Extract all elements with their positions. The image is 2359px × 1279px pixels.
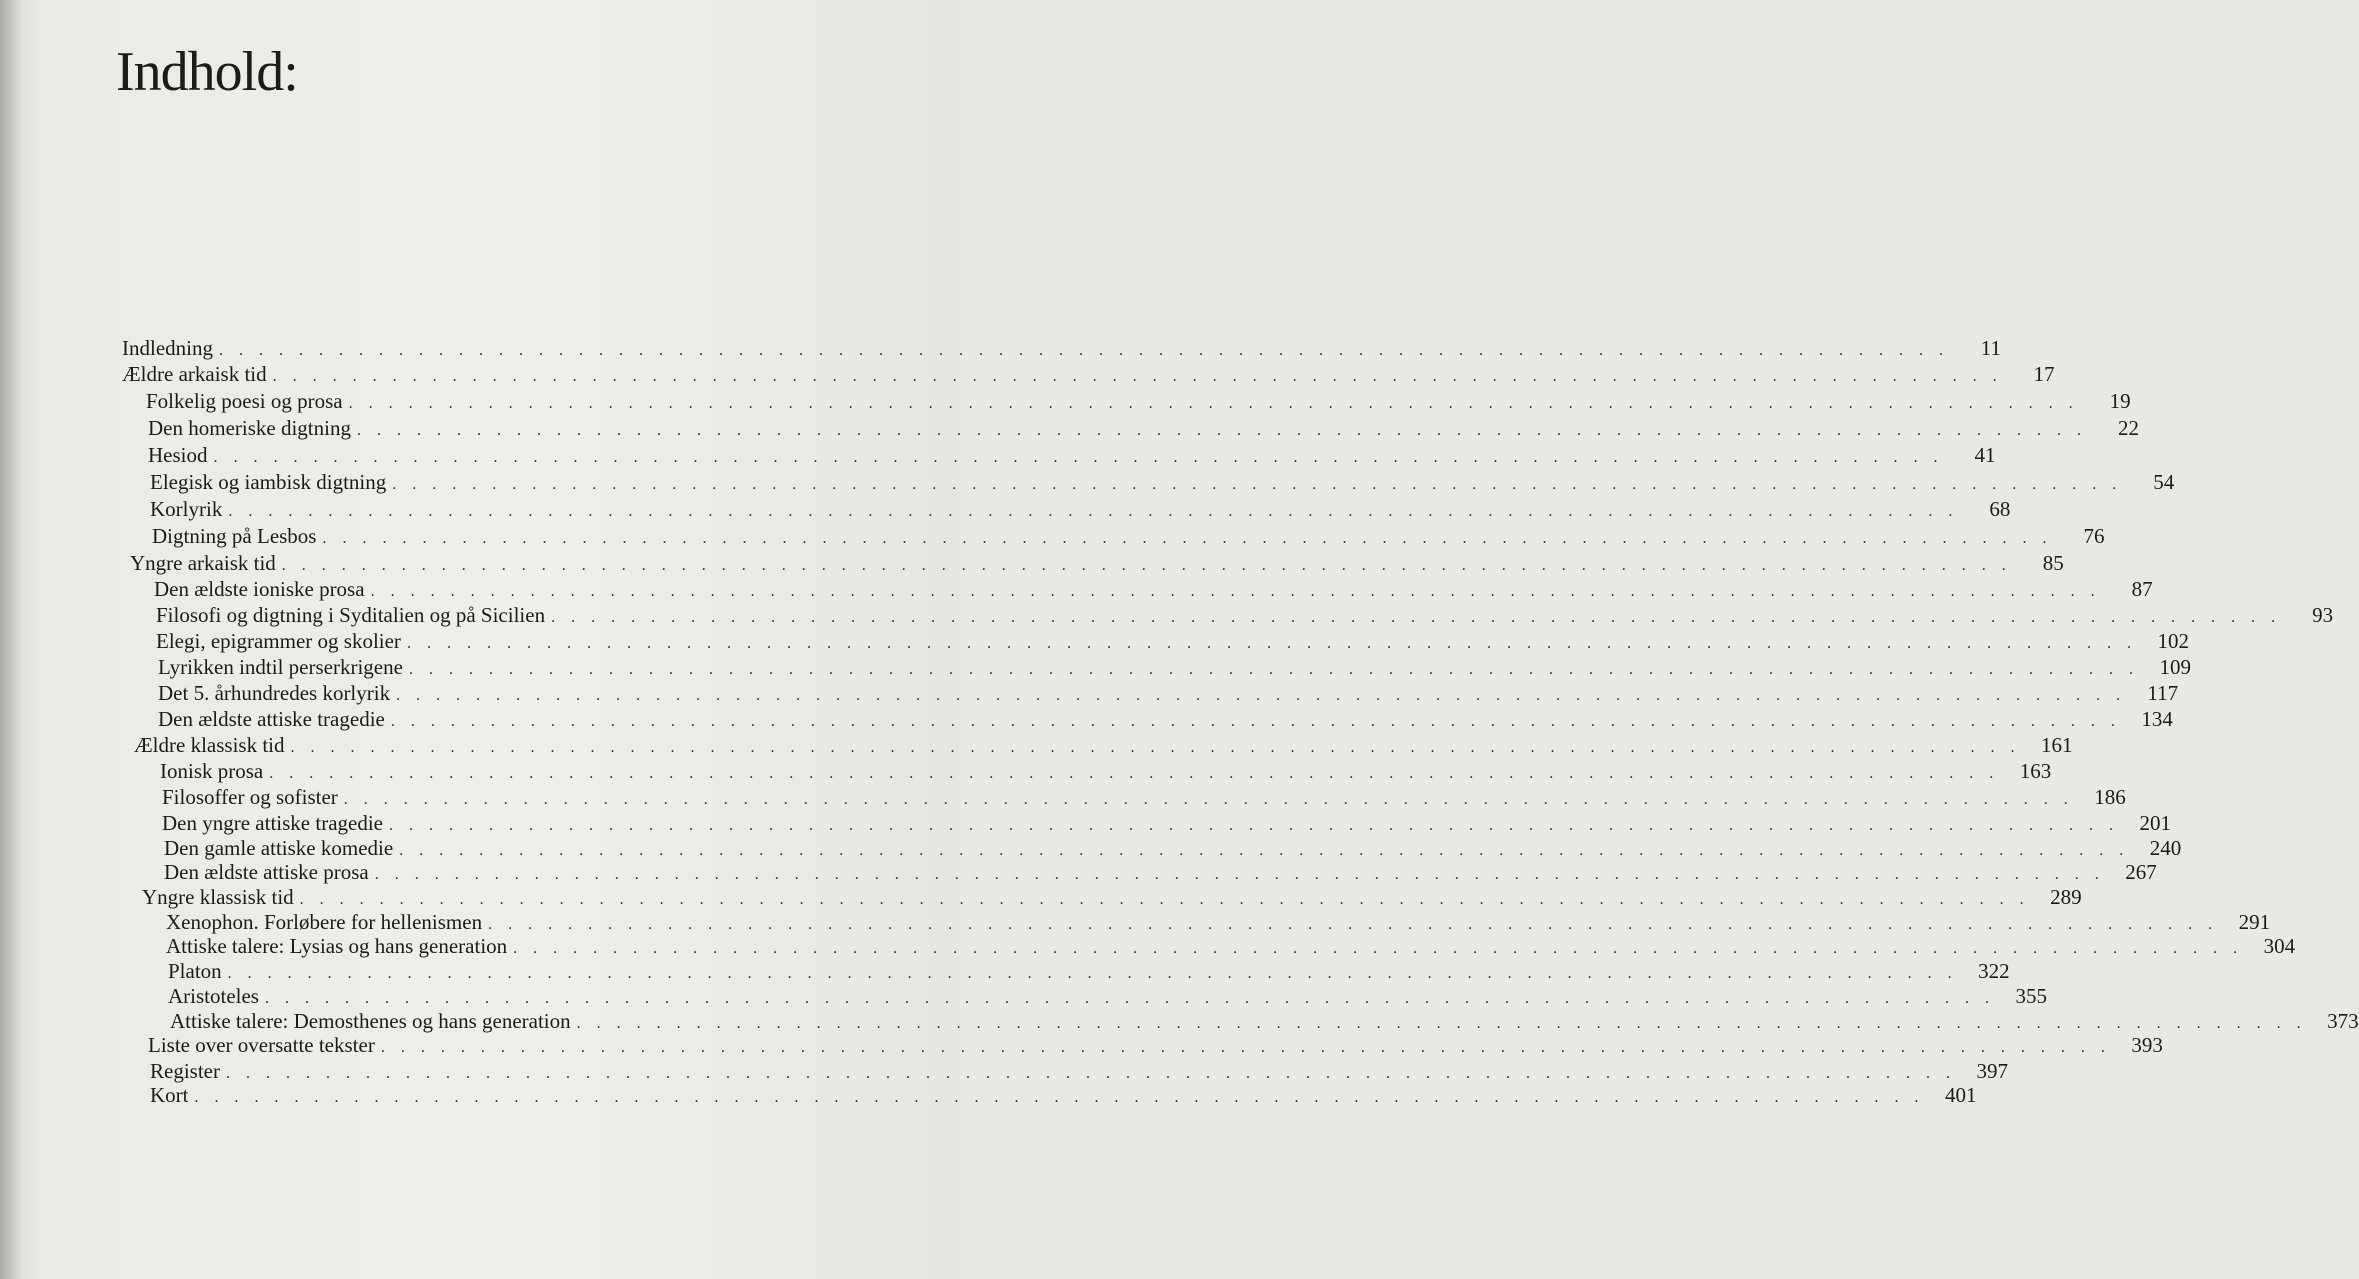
toc-entry-title: Yngre klassisk tid <box>142 885 294 909</box>
toc-entry <box>168 958 2010 984</box>
toc-entry-title: Folkelig poesi og prosa <box>146 389 343 413</box>
toc-entry-title: Liste over oversatte tekster <box>148 1033 375 1057</box>
toc-entry-title: Det 5. århundredes korlyrik <box>158 681 391 705</box>
toc-entry-page-number: 304 <box>2263 934 2296 958</box>
toc-entry <box>162 784 2126 810</box>
toc-entry-title: Attiske talere: Lysias og hans generation <box>166 934 508 958</box>
toc-entry-title: Lyrikken indtil perserkrigene <box>158 655 403 679</box>
toc-entry-title: Register <box>150 1059 220 1083</box>
toc-entry-page-number: 22 <box>2117 416 2139 440</box>
toc-entry-page-number: 102 <box>2157 629 2189 653</box>
toc-entry-title: Hesiod <box>148 443 208 467</box>
dot-leader: . . . . . . . . . . . . . . . . . . . . . . . . . . . . . . . . . . . . . . . . . . . . . . . . . . . . . . . . . . . . . . . . . . . . . . . . . . . . . . . . . . . . . . . <box>225 1065 1956 1082</box>
toc-entry-page-number: 17 <box>2033 362 2055 386</box>
toc-entry <box>148 442 1996 468</box>
dot-leader: . . . . . . . . . . . . . . . . . . . . . . . . . . . . . . . . . . . . . . . . . . . . . . . . . . . . . . . . . . . . . . . . . . . . . . . . . . . . . . . . . . . . . . . <box>390 713 2121 730</box>
toc-entry-title: Indledning <box>122 336 213 360</box>
toc-entry-title: Korlyrik <box>150 497 223 521</box>
dot-leader: . . . . . . . . . . . . . . . . . . . . . . . . . . . . . . . . . . . . . . . . . . . . . . . . . . . . . . . . . . . . . . . . . . . . . . . . . . . . . . . . . . . . . . . <box>269 765 2000 782</box>
toc-entry-title: Den ældste ioniske prosa <box>154 577 365 601</box>
toc-entry-page-number: 11 <box>1980 336 2001 360</box>
toc-entry-page-number: 355 <box>2015 984 2047 1008</box>
toc-entry <box>162 810 2171 836</box>
toc-entry-page-number: 54 <box>2153 470 2175 494</box>
toc-entry-title: Platon <box>168 959 222 983</box>
page-title: Indhold: <box>116 41 298 103</box>
toc-entry <box>134 732 2073 758</box>
toc-entry <box>122 361 2055 387</box>
dot-leader: . . . . . . . . . . . . . . . . . . . . . . . . . . . . . . . . . . . . . . . . . . . . . . . . . . . . . . . . . . . . . . . . . . . . . . . . . . . . . . . . . . . . . . . <box>576 1015 2307 1032</box>
dot-leader: . . . . . . . . . . . . . . . . . . . . . . . . . . . . . . . . . . . . . . . . . . . . . . . . . . . . . . . . . . . . . . . . . . . . . . . . . . . . . . . . . . . . . . . <box>281 557 2012 574</box>
toc-entry-title: Aristoteles <box>168 984 259 1008</box>
toc-entry-title: Den ældste attiske tragedie <box>158 707 385 731</box>
toc-entry-page-number: 240 <box>2149 836 2182 860</box>
dot-leader: . . . . . . . . . . . . . . . . . . . . . . . . . . . . . . . . . . . . . . . . . . . . . . . . . . . . . . . . . . . . . . . . . . . . . . . . . . . . . . . . . . . . . . . <box>408 661 2139 678</box>
toc-entry-title: Ionisk prosa <box>160 759 264 783</box>
toc-entry-title: Kort <box>150 1083 189 1107</box>
toc-entry <box>156 628 2189 654</box>
toc-entry-title: Filosofi og digtning i Syditalien og på Sicilien <box>156 603 546 627</box>
toc-entry-title: Den homeriske digtning <box>148 416 351 440</box>
toc-entry <box>130 550 2064 576</box>
toc-entry-page-number: 186 <box>2094 785 2126 809</box>
toc-entry <box>150 1082 1977 1108</box>
dot-leader: . . . . . . . . . . . . . . . . . . . . . . . . . . . . . . . . . . . . . . . . . . . . . . . . . . . . . . . . . . . . . . . . . . . . . . . . . . . . . . . . . . . . . . . <box>551 609 2282 626</box>
toc-entry-page-number: 267 <box>2125 860 2157 884</box>
toc-entry-page-number: 109 <box>2159 655 2191 679</box>
toc-entry-title: Digtning på Lesbos <box>152 524 317 548</box>
toc-entry <box>158 706 2173 732</box>
dot-leader: . . . . . . . . . . . . . . . . . . . . . . . . . . . . . . . . . . . . . . . . . . . . . . . . . . . . . . . . . . . . . . . . . . . . . . . . . . . . . . . . . . . . . . . <box>513 940 2244 957</box>
toc-entry-page-number: 19 <box>2109 389 2131 413</box>
dot-leader: . . . . . . . . . . . . . . . . . . . . . . . . . . . . . . . . . . . . . . . . . . . . . . . . . . . . . . . . . . . . . . . . . . . . . . . . . . . . . . . . . . . . . . . <box>213 449 1944 466</box>
dot-leader: . . . . . . . . . . . . . . . . . . . . . . . . . . . . . . . . . . . . . . . . . . . . . . . . . . . . . . . . . . . . . . . . . . . . . . . . . . . . . . . . . . . . . . . <box>370 583 2101 600</box>
toc-entry <box>154 576 2153 602</box>
toc-entry-page-number: 393 <box>2131 1033 2163 1057</box>
toc-entry <box>156 602 2334 628</box>
toc-entry <box>148 415 2139 441</box>
toc-entry <box>164 859 2157 885</box>
toc-entry <box>146 388 2131 414</box>
dot-leader: . . . . . . . . . . . . . . . . . . . . . . . . . . . . . . . . . . . . . . . . . . . . . . . . . . . . . . . . . . . . . . . . . . . . . . . . . . . . . . . . . . . . . . . <box>488 916 2219 933</box>
dot-leader: . . . . . . . . . . . . . . . . . . . . . . . . . . . . . . . . . . . . . . . . . . . . . . . . . . . . . . . . . . . . . . . . . . . . . . . . . . . . . . . . . . . . . . . <box>264 990 1995 1007</box>
toc-entry-title: Ældre klassisk tid <box>134 733 285 757</box>
dot-leader: . . . . . . . . . . . . . . . . . . . . . . . . . . . . . . . . . . . . . . . . . . . . . . . . . . . . . . . . . . . . . . . . . . . . . . . . . . . . . . . . . . . . . . . <box>406 635 2137 652</box>
dot-leader: . . . . . . . . . . . . . . . . . . . . . . . . . . . . . . . . . . . . . . . . . . . . . . . . . . . . . . . . . . . . . . . . . . . . . . . . . . . . . . . . . . . . . . . <box>343 791 2074 808</box>
dot-leader: . . . . . . . . . . . . . . . . . . . . . . . . . . . . . . . . . . . . . . . . . . . . . . . . . . . . . . . . . . . . . . . . . . . . . . . . . . . . . . . . . . . . . . . <box>348 395 2079 412</box>
toc-entry-page-number: 76 <box>2083 524 2105 548</box>
toc-entry <box>150 496 2011 522</box>
toc-entry-page-number: 161 <box>2041 733 2073 757</box>
toc-entry-page-number: 401 <box>1945 1083 1977 1107</box>
toc-entry-title: Attiske talere: Demosthenes og hans generation <box>170 1009 571 1033</box>
dot-leader: . . . . . . . . . . . . . . . . . . . . . . . . . . . . . . . . . . . . . . . . . . . . . . . . . . . . . . . . . . . . . . . . . . . . . . . . . . . . . . . . . . . . . . . <box>218 342 1949 359</box>
toc-entry-title: Elegi, epigrammer og skolier <box>156 629 401 653</box>
toc-entry-title: Den ældste attiske prosa <box>164 860 369 884</box>
dot-leader: . . . . . . . . . . . . . . . . . . . . . . . . . . . . . . . . . . . . . . . . . . . . . . . . . . . . . . . . . . . . . . . . . . . . . . . . . . . . . . . . . . . . . . . <box>356 422 2087 439</box>
toc-entry-page-number: 68 <box>1989 497 2011 521</box>
dot-leader: . . . . . . . . . . . . . . . . . . . . . . . . . . . . . . . . . . . . . . . . . . . . . . . . . . . . . . . . . . . . . . . . . . . . . . . . . . . . . . . . . . . . . . . <box>322 530 2053 547</box>
toc-entry <box>158 680 2179 706</box>
toc-entry-page-number: 201 <box>2139 811 2171 835</box>
toc-entry <box>122 335 2001 361</box>
toc-entry <box>152 523 2105 549</box>
toc-entry-title: Xenophon. Forløbere for hellenismen <box>166 910 483 934</box>
dot-leader: . . . . . . . . . . . . . . . . . . . . . . . . . . . . . . . . . . . . . . . . . . . . . . . . . . . . . . . . . . . . . . . . . . . . . . . . . . . . . . . . . . . . . . . <box>299 891 2030 908</box>
toc-entry-page-number: 373 <box>2327 1009 2359 1033</box>
toc-entry-page-number: 291 <box>2238 910 2271 934</box>
toc-entry-page-number: 93 <box>2312 603 2334 627</box>
dot-leader: . . . . . . . . . . . . . . . . . . . . . . . . . . . . . . . . . . . . . . . . . . . . . . . . . . . . . . . . . . . . . . . . . . . . . . . . . . . . . . . . . . . . . . . <box>399 842 2130 859</box>
toc-entry-page-number: 117 <box>2147 681 2179 705</box>
toc-entry <box>166 933 2296 959</box>
dot-leader: . . . . . . . . . . . . . . . . . . . . . . . . . . . . . . . . . . . . . . . . . . . . . . . . . . . . . . . . . . . . . . . . . . . . . . . . . . . . . . . . . . . . . . . <box>194 1089 1925 1106</box>
dot-leader: . . . . . . . . . . . . . . . . . . . . . . . . . . . . . . . . . . . . . . . . . . . . . . . . . . . . . . . . . . . . . . . . . . . . . . . . . . . . . . . . . . . . . . . <box>227 965 1958 982</box>
dot-leader: . . . . . . . . . . . . . . . . . . . . . . . . . . . . . . . . . . . . . . . . . . . . . . . . . . . . . . . . . . . . . . . . . . . . . . . . . . . . . . . . . . . . . . . <box>389 817 2119 834</box>
toc-entry-title: Ældre arkaisk tid <box>122 362 267 386</box>
toc-entry <box>170 1008 2359 1034</box>
toc-entry-page-number: 85 <box>2042 551 2064 575</box>
toc-entry <box>150 469 2175 495</box>
toc-entry-page-number: 163 <box>2019 759 2052 783</box>
toc-entry-title: Filosoffer og sofister <box>162 785 338 809</box>
toc-entry-title: Den yngre attiske tragedie <box>162 811 383 835</box>
toc-entry-title: Den gamle attiske komedie <box>164 836 394 860</box>
toc-entry-page-number: 134 <box>2141 707 2173 731</box>
dot-leader: . . . . . . . . . . . . . . . . . . . . . . . . . . . . . . . . . . . . . . . . . . . . . . . . . . . . . . . . . . . . . . . . . . . . . . . . . . . . . . . . . . . . . . . <box>272 368 2003 385</box>
dot-leader: . . . . . . . . . . . . . . . . . . . . . . . . . . . . . . . . . . . . . . . . . . . . . . . . . . . . . . . . . . . . . . . . . . . . . . . . . . . . . . . . . . . . . . . <box>228 503 1959 520</box>
toc-entry <box>168 983 2047 1009</box>
dot-leader: . . . . . . . . . . . . . . . . . . . . . . . . . . . . . . . . . . . . . . . . . . . . . . . . . . . . . . . . . . . . . . . . . . . . . . . . . . . . . . . . . . . . . . . <box>374 866 2105 883</box>
toc-entry-page-number: 41 <box>1974 443 1996 467</box>
toc-entry-page-number: 87 <box>2131 577 2153 601</box>
toc-entry-page-number: 397 <box>1976 1059 2008 1083</box>
toc-entry-title: Yngre arkaisk tid <box>130 551 276 575</box>
toc-entry <box>150 1058 2008 1084</box>
dot-leader: . . . . . . . . . . . . . . . . . . . . . . . . . . . . . . . . . . . . . . . . . . . . . . . . . . . . . . . . . . . . . . . . . . . . . . . . . . . . . . . . . . . . . . . <box>380 1039 2111 1056</box>
toc-entry <box>166 909 2271 935</box>
toc-entry <box>148 1032 2163 1058</box>
toc-entry-page-number: 289 <box>2050 885 2082 909</box>
toc-entry <box>142 884 2082 910</box>
dot-leader: . . . . . . . . . . . . . . . . . . . . . . . . . . . . . . . . . . . . . . . . . . . . . . . . . . . . . . . . . . . . . . . . . . . . . . . . . . . . . . . . . . . . . . . <box>290 739 2021 756</box>
toc-entry <box>160 758 2052 784</box>
toc-entry-title: Elegisk og iambisk digtning <box>150 470 387 494</box>
dot-leader: . . . . . . . . . . . . . . . . . . . . . . . . . . . . . . . . . . . . . . . . . . . . . . . . . . . . . . . . . . . . . . . . . . . . . . . . . . . . . . . . . . . . . . . <box>392 476 2123 493</box>
toc-entry <box>164 835 2182 861</box>
toc-entry-page-number: 322 <box>1978 959 2010 983</box>
toc-entry <box>158 654 2191 680</box>
dot-leader: . . . . . . . . . . . . . . . . . . . . . . . . . . . . . . . . . . . . . . . . . . . . . . . . . . . . . . . . . . . . . . . . . . . . . . . . . . . . . . . . . . . . . . . <box>396 687 2127 704</box>
